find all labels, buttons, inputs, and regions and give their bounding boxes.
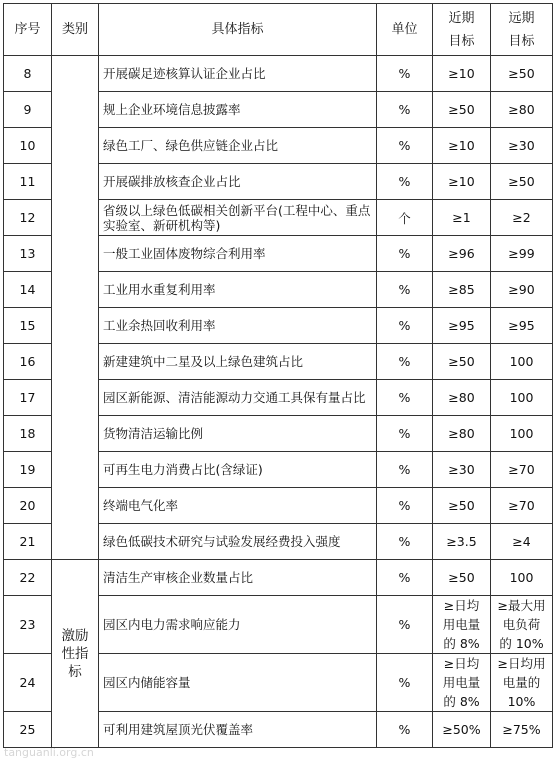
watermark: tanguanli.org.cn	[4, 746, 94, 759]
far-target-cell: ≥75%	[491, 712, 553, 748]
seq-cell: 8	[4, 56, 52, 92]
seq-cell: 17	[4, 380, 52, 416]
seq-cell: 23	[4, 596, 52, 654]
far-target-cell: 100	[491, 560, 553, 596]
seq-cell: 24	[4, 654, 52, 712]
far-target-cell: ≥日均用 电量的 10%	[491, 654, 553, 712]
seq-cell: 16	[4, 344, 52, 380]
indicator-cell: 规上企业环境信息披露率	[99, 92, 377, 128]
indicator-cell: 开展碳足迹核算认证企业占比	[99, 56, 377, 92]
near-target-cell: ≥80	[433, 416, 491, 452]
header-indicator: 具体指标	[99, 4, 377, 56]
near-target-cell: ≥日均 用电量 的 8%	[433, 654, 491, 712]
indicator-cell: 开展碳排放核查企业占比	[99, 164, 377, 200]
seq-cell: 12	[4, 200, 52, 236]
indicator-cell: 工业用水重复利用率	[99, 272, 377, 308]
near-target-cell: ≥80	[433, 380, 491, 416]
near-target-cell: ≥50	[433, 92, 491, 128]
unit-cell: %	[377, 236, 433, 272]
near-target-cell: ≥50	[433, 344, 491, 380]
unit-cell: %	[377, 452, 433, 488]
far-target-cell: ≥95	[491, 308, 553, 344]
indicator-cell: 园区新能源、清洁能源动力交通工具保有量占比	[99, 380, 377, 416]
far-target-cell: ≥最大用 电负荷 的 10%	[491, 596, 553, 654]
near-target-cell: ≥10	[433, 56, 491, 92]
seq-cell: 11	[4, 164, 52, 200]
seq-cell: 21	[4, 524, 52, 560]
far-target-cell: ≥70	[491, 452, 553, 488]
unit-cell: %	[377, 308, 433, 344]
far-target-cell: ≥99	[491, 236, 553, 272]
near-target-cell: ≥3.5	[433, 524, 491, 560]
indicator-cell: 可利用建筑屋顶光伏覆盖率	[99, 712, 377, 748]
unit-cell: %	[377, 380, 433, 416]
header-category: 类别	[52, 4, 99, 56]
header-near-target: 近期 目标	[433, 4, 491, 56]
far-target-cell: ≥30	[491, 128, 553, 164]
unit-cell: %	[377, 164, 433, 200]
unit-cell: %	[377, 56, 433, 92]
category-cell-incentive	[52, 560, 99, 748]
category-cell-blank	[52, 56, 99, 560]
table-header-row	[4, 4, 553, 56]
indicator-cell: 一般工业固体废物综合利用率	[99, 236, 377, 272]
far-target-cell: 100	[491, 416, 553, 452]
seq-cell: 18	[4, 416, 52, 452]
indicator-cell: 新建建筑中二星及以上绿色建筑占比	[99, 344, 377, 380]
near-target-cell: ≥日均 用电量 的 8%	[433, 596, 491, 654]
indicator-cell: 园区内储能容量	[99, 654, 377, 712]
far-target-cell: ≥2	[491, 200, 553, 236]
far-target-cell: ≥70	[491, 488, 553, 524]
near-target-cell: ≥95	[433, 308, 491, 344]
seq-cell: 13	[4, 236, 52, 272]
indicator-cell: 终端电气化率	[99, 488, 377, 524]
indicator-cell: 货物清洁运输比例	[99, 416, 377, 452]
indicator-cell: 省级以上绿色低碳相关创新平台(工程中心、重点实验室、新研机构等)	[99, 200, 377, 236]
far-target-cell: ≥50	[491, 164, 553, 200]
table-row	[4, 560, 553, 596]
unit-cell: %	[377, 344, 433, 380]
near-target-cell: ≥10	[433, 164, 491, 200]
header-far-target: 远期 目标	[491, 4, 553, 56]
near-target-cell: ≥50%	[433, 712, 491, 748]
near-target-cell: ≥50	[433, 560, 491, 596]
near-target-cell: ≥85	[433, 272, 491, 308]
unit-cell: %	[377, 272, 433, 308]
far-target-cell: ≥50	[491, 56, 553, 92]
indicator-cell: 绿色工厂、绿色供应链企业占比	[99, 128, 377, 164]
unit-cell: 个	[377, 200, 433, 236]
unit-cell: %	[377, 712, 433, 748]
indicator-cell: 可再生电力消费占比(含绿证)	[99, 452, 377, 488]
far-target-cell: ≥80	[491, 92, 553, 128]
header-seq: 序号	[4, 4, 52, 56]
far-target-cell: ≥4	[491, 524, 553, 560]
near-target-cell: ≥30	[433, 452, 491, 488]
unit-cell: %	[377, 128, 433, 164]
indicator-table	[3, 3, 553, 748]
indicator-cell: 清洁生产审核企业数量占比	[99, 560, 377, 596]
unit-cell: %	[377, 596, 433, 654]
unit-cell: %	[377, 416, 433, 452]
indicator-cell: 绿色低碳技术研究与试验发展经费投入强度	[99, 524, 377, 560]
far-target-cell: 100	[491, 380, 553, 416]
far-target-cell: 100	[491, 344, 553, 380]
seq-cell: 15	[4, 308, 52, 344]
seq-cell: 19	[4, 452, 52, 488]
near-target-cell: ≥50	[433, 488, 491, 524]
near-target-cell: ≥96	[433, 236, 491, 272]
unit-cell: %	[377, 560, 433, 596]
seq-cell: 9	[4, 92, 52, 128]
near-target-cell: ≥1	[433, 200, 491, 236]
near-target-cell: ≥10	[433, 128, 491, 164]
seq-cell: 14	[4, 272, 52, 308]
indicator-cell: 工业余热回收利用率	[99, 308, 377, 344]
unit-cell: %	[377, 654, 433, 712]
far-target-cell: ≥90	[491, 272, 553, 308]
seq-cell: 20	[4, 488, 52, 524]
seq-cell: 22	[4, 560, 52, 596]
seq-cell: 25	[4, 712, 52, 748]
seq-cell: 10	[4, 128, 52, 164]
indicator-cell: 园区内电力需求响应能力	[99, 596, 377, 654]
category-label: 激励 性指 标	[61, 627, 89, 680]
unit-cell: %	[377, 524, 433, 560]
unit-cell: %	[377, 488, 433, 524]
unit-cell: %	[377, 92, 433, 128]
table-row	[4, 56, 553, 92]
header-unit: 单位	[377, 4, 433, 56]
